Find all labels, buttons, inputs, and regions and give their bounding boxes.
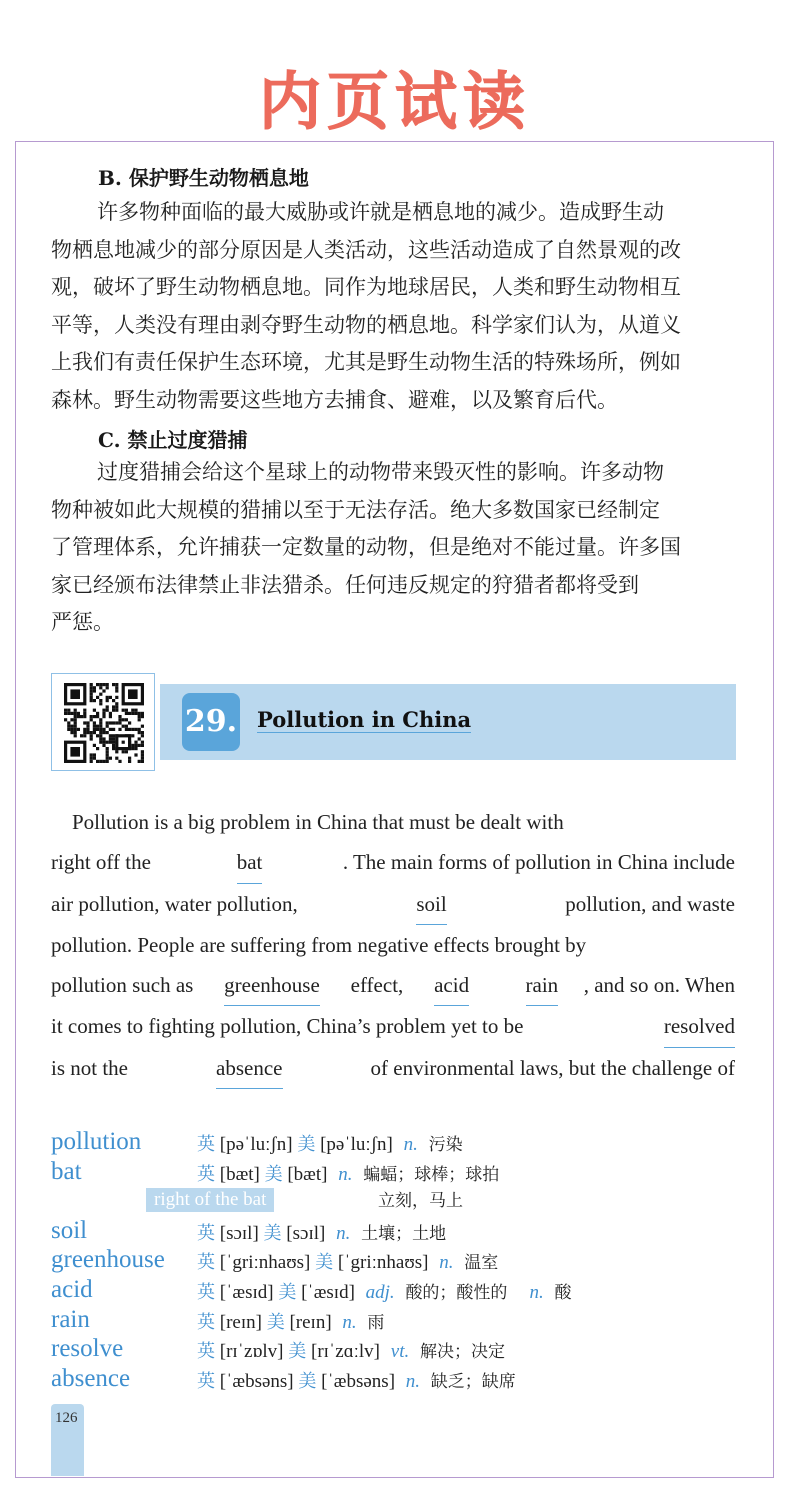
uk-label: 英 (197, 1222, 215, 1244)
us-label: 美 (298, 1370, 317, 1392)
uk-phonetic: [ˈgriːnhaʊs] (219, 1252, 311, 1274)
vocab-underline: absence (216, 1048, 282, 1089)
text-run: effect, (345, 973, 409, 998)
vocab-row (51, 1276, 751, 1306)
text-run: pollution. People are suffering from negative effects brought by (51, 932, 587, 957)
text-line: 许多物种面临的最大威胁或许就是栖息地的减少。造成野生动 (97, 200, 664, 224)
us-label: 美 (263, 1222, 282, 1244)
uk-label: 英 (197, 1341, 215, 1363)
vocab-word: absence (51, 1364, 131, 1392)
vocab-pronunciation (197, 1337, 505, 1363)
vocab-underline: acid (434, 965, 469, 1006)
definition: 污染 (428, 1135, 463, 1155)
part-of-speech: n. (338, 1163, 353, 1185)
text-run: pollution, and waste (560, 891, 735, 916)
us-phonetic: [reɪn] (289, 1311, 332, 1333)
us-phonetic: [rɪˈzɑːlv] (311, 1341, 381, 1363)
uk-label: 英 (197, 1311, 215, 1333)
article-line (51, 1048, 735, 1089)
vocab-row (51, 1365, 751, 1395)
us-label: 美 (297, 1134, 316, 1155)
text-line: 了管理体系，允许捕获一定数量的动物，但是绝对不能过量。许多国 (51, 535, 681, 559)
vocab-underline: soil (416, 884, 446, 925)
uk-label: 英 (197, 1281, 215, 1303)
part-of-speech: adj. (365, 1281, 395, 1303)
text-line: 严惩。 (51, 610, 114, 634)
uk-label: 英 (197, 1163, 215, 1185)
vocab-word: soil (51, 1216, 88, 1244)
text-run: air pollution, water pollution, (51, 891, 303, 916)
uk-phonetic: [pəˈluːʃn] (219, 1134, 293, 1155)
article-line (51, 1006, 735, 1047)
vocab-underline: bat (237, 842, 263, 883)
uk-phonetic: [reɪn] (219, 1311, 262, 1333)
us-label: 美 (278, 1281, 297, 1303)
part-of-speech: n. (336, 1222, 351, 1244)
vocab-underline: resolved (664, 1006, 735, 1047)
part-of-speech: n. (405, 1370, 421, 1392)
us-label: 美 (315, 1252, 334, 1274)
article-title (257, 707, 471, 732)
part-of-speech: n. (439, 1252, 454, 1274)
text-run: pollution such as (51, 973, 199, 998)
phrase-highlight: right of the bat (146, 1188, 274, 1212)
section-c-heading: C. 禁止过度猎捕 (98, 428, 248, 452)
us-phonetic: [ˈæsɪd] (301, 1281, 355, 1303)
us-label: 美 (264, 1163, 283, 1185)
vocab-word: greenhouse (51, 1246, 165, 1274)
vocab-pronunciation (197, 1367, 516, 1393)
article-title-text: Pollution in China (257, 707, 472, 732)
text-run: of environmental laws, but the challenge of (365, 1055, 735, 1080)
definition: 土壤；土地 (361, 1223, 447, 1244)
section-b-heading: B. 保护野生动物栖息地 (98, 166, 309, 190)
vocab-row (51, 1158, 751, 1188)
text-line: 过度猎捕会给这个星球上的动物带来毁灭性的影响。许多动物 (97, 460, 664, 484)
part-of-speech: n. (529, 1281, 544, 1303)
uk-phonetic: [bæt] (219, 1163, 260, 1185)
vocab-pronunciation (197, 1219, 446, 1245)
definition: 温室 (464, 1253, 499, 1274)
vocab-pronunciation (197, 1278, 571, 1304)
qr-code[interactable] (51, 673, 155, 771)
vocab-pronunciation (197, 1248, 498, 1274)
vocab-word: resolve (51, 1335, 124, 1363)
vocab-row (51, 1246, 751, 1276)
vocab-word: bat (51, 1157, 82, 1185)
uk-label: 英 (197, 1134, 215, 1155)
uk-label: 英 (197, 1370, 215, 1392)
text-line: 上我们有责任保护生态环境，尤其是野生动物生活的特殊场所，例如 (51, 350, 681, 374)
definition: 酸 (554, 1282, 572, 1303)
article-line (51, 802, 735, 842)
us-phonetic: [pəˈluːʃn] (320, 1134, 393, 1155)
vocabulary-list (51, 1128, 751, 1394)
us-phonetic: [ˈæbsəns] (321, 1370, 396, 1392)
text-run: , and so on. When (583, 973, 735, 998)
us-phonetic: [sɔɪl] (286, 1222, 326, 1244)
part-of-speech: n. (403, 1134, 418, 1155)
us-label: 美 (288, 1341, 307, 1363)
uk-label: 英 (197, 1252, 215, 1274)
vocab-pronunciation (197, 1308, 384, 1334)
text-run: Pollution is a big problem in China that must be dealt with (51, 810, 564, 834)
article-line (51, 965, 735, 1006)
text-line: 观，破坏了野生动物栖息地。同作为地球居民，人类和野生动物相互 (51, 275, 681, 299)
text-line: 物种被如此大规模的猎捕以至于无法存活。绝大多数国家已经制定 (51, 497, 660, 522)
definition: 雨 (367, 1312, 385, 1333)
vocab-word: acid (51, 1275, 93, 1303)
definition: 解决；决定 (419, 1342, 505, 1363)
page-number: 126 (55, 1410, 78, 1426)
text-run (495, 965, 500, 1006)
vocab-underline: rain (526, 965, 559, 1006)
article-line (51, 884, 735, 925)
text-run: right off the (51, 850, 157, 875)
text-line: 森林。野生动物需要这些地方去捕食、避难，以及繁育后代。 (51, 387, 618, 412)
part-of-speech: vt. (390, 1341, 410, 1363)
vocab-row (51, 1335, 751, 1365)
vocab-row (51, 1306, 751, 1336)
us-phonetic: [bæt] (287, 1163, 328, 1185)
vocab-pronunciation (197, 1130, 463, 1156)
text-run: it comes to fighting pollution, China’s problem yet to be (51, 1014, 529, 1039)
phrase-definition: 立刻，马上 (378, 1191, 463, 1211)
qr-code-icon (64, 683, 144, 763)
article-line (51, 925, 735, 965)
section-c-body (51, 454, 735, 642)
text-line: 平等，人类没有理由剥夺野生动物的栖息地。科学家们认为，从道义 (51, 312, 681, 337)
article-line (51, 842, 735, 883)
article-body (51, 802, 735, 1089)
text-run: . The main forms of pollution in China include (342, 850, 735, 875)
vocab-row (51, 1217, 751, 1247)
definition: 酸的；酸性的 (405, 1282, 508, 1303)
preview-banner: 内页试读 (258, 65, 531, 138)
uk-phonetic: [ˈæbsəns] (219, 1370, 294, 1392)
section-b-body (51, 194, 735, 419)
vocab-word: pollution (51, 1128, 142, 1155)
vocab-word: rain (51, 1305, 90, 1333)
article-number-badge: 29. (182, 693, 240, 751)
vocab-pronunciation (197, 1160, 499, 1186)
part-of-speech: n. (342, 1311, 357, 1333)
text-line: 家已经颁布法律禁止非法猎杀。任何违反规定的狩猎者都将受到 (51, 572, 639, 597)
text-run: is not the (51, 1055, 134, 1080)
uk-phonetic: [ˈæsɪd] (219, 1281, 274, 1303)
uk-phonetic: [sɔɪl] (219, 1222, 259, 1244)
definition: 缺乏；缺席 (430, 1371, 516, 1392)
text-line: 物栖息地减少的部分原因是人类活动，这些活动造成了自然景观的改 (51, 237, 681, 262)
vocab-row (51, 1128, 751, 1158)
us-phonetic: [ˈgriːnhaʊs] (337, 1252, 429, 1274)
vocab-underline: greenhouse (224, 965, 320, 1006)
definition: 蝙蝠；球棒；球拍 (363, 1164, 500, 1185)
us-label: 美 (266, 1311, 285, 1333)
uk-phonetic: [rɪˈzɒlv] (219, 1341, 284, 1363)
